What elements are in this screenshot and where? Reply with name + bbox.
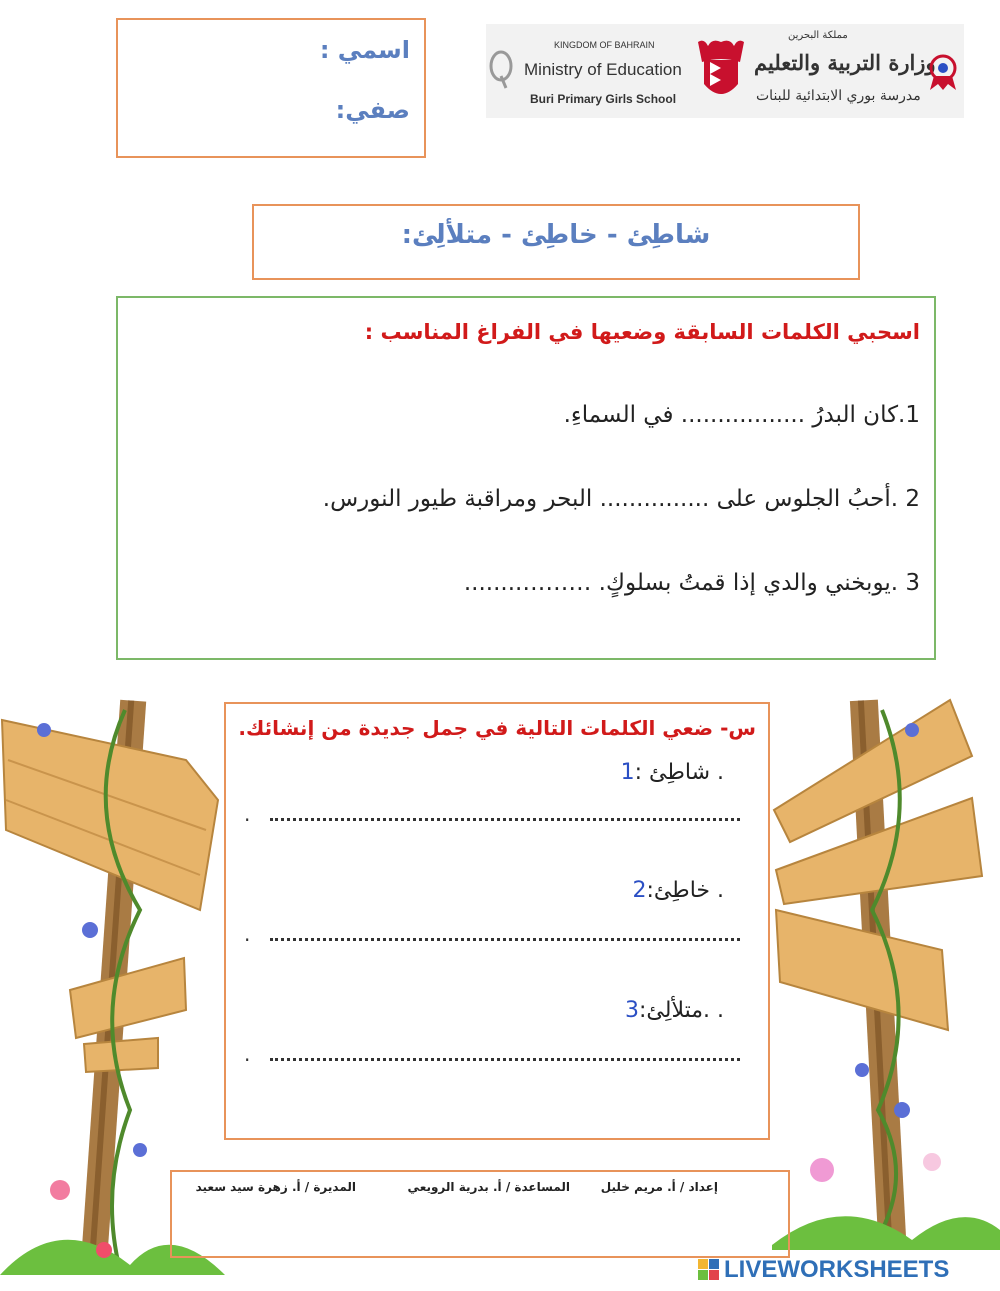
item-1-number: 1 — [620, 760, 635, 785]
class-label: صفي: — [335, 96, 410, 124]
fill-blank-exercise — [116, 296, 936, 660]
item-1-label — [621, 760, 724, 785]
sentence-3[interactable]: 3 .يوبخني والدي إذا قمتُ بسلوكٍ. ………........ — [463, 570, 920, 596]
school-ar-text: مدرسة بوري الابتدائية للبنات — [756, 88, 921, 104]
quality-q-icon — [488, 46, 514, 90]
kingdom-en-text: KINGDOM OF BAHRAIN — [554, 40, 655, 50]
line-3-lead: . — [244, 1042, 251, 1066]
word-bank-text[interactable]: شاطِئ - خاطِئ - متلألِئ: — [401, 220, 711, 250]
ministry-ar-text: وزارة التربية والتعليم — [754, 50, 936, 75]
answer-line-2[interactable] — [270, 924, 740, 941]
word-bank-box — [252, 204, 860, 280]
item-2-label — [632, 878, 724, 903]
kingdom-ar-text: مملكة البحرين — [788, 30, 848, 41]
ministry-header-logo — [486, 24, 964, 118]
line-2-lead: . — [244, 922, 251, 946]
exercise1-instruction: اسحبي الكلمات السابقة وضعيها في الفراغ المناسب : — [364, 320, 920, 344]
ministry-ribbon-icon — [926, 52, 960, 92]
item-3-word: . .متلألِئ: — [639, 998, 724, 1023]
item-2-word: . خاطِئ: — [646, 878, 724, 903]
bahrain-emblem-icon — [694, 38, 748, 104]
right-signpost-illustration — [772, 690, 1000, 1250]
credit-principal: المديرة / أ. زهرة سيد سعيد — [195, 1180, 356, 1194]
school-en-text: Buri Primary Girls School — [530, 92, 677, 106]
item-1-word: . شاطِئ : — [634, 760, 724, 785]
ministry-en-text: Ministry of Education — [524, 60, 682, 79]
liveworksheets-watermark: LIVEWORKSHEETS — [724, 1256, 950, 1283]
line-1-lead: . — [244, 802, 251, 826]
name-label: اسمي : — [319, 36, 410, 64]
exercise2-instruction: س- ضعي الكلمات التالية في جمل جديدة من إنشائك. — [238, 716, 756, 740]
credit-assistant: المساعدة / أ. بدرية الرويعي — [407, 1180, 570, 1194]
liveworksheets-logo-icon — [698, 1259, 720, 1281]
answer-line-1[interactable] — [270, 804, 740, 821]
sentence-2[interactable]: 2 .أحبُ الجلوس على ............... البحر ومراقبة طيور النورس. — [322, 486, 920, 512]
item-3-number: 3 — [625, 998, 640, 1023]
sentence-1[interactable]: 1.كان البدرُ ................. في السماءِ. — [563, 402, 920, 428]
item-2-number: 2 — [632, 878, 647, 903]
credits-box — [170, 1170, 790, 1258]
sentence-writing-exercise — [224, 702, 770, 1140]
credit-prepared-by: إعداد / أ. مريم خليل — [600, 1180, 718, 1194]
answer-line-3[interactable] — [270, 1044, 740, 1061]
item-3-label — [625, 998, 724, 1023]
student-info-box — [116, 18, 426, 158]
